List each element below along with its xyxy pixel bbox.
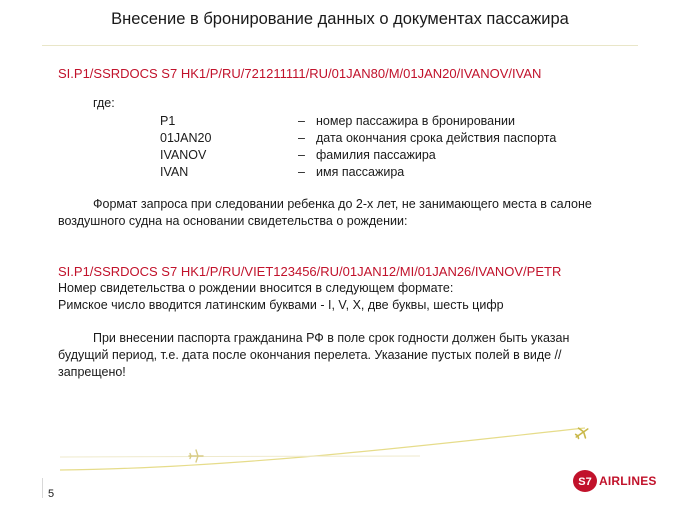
flight-path-upper bbox=[60, 428, 585, 470]
page-number-divider bbox=[42, 478, 43, 498]
dash: – bbox=[298, 165, 305, 179]
logo-text: AIRLINES bbox=[599, 474, 657, 488]
airplane-icon-bottom bbox=[189, 450, 203, 462]
logo-badge-text: S7 bbox=[578, 476, 592, 488]
dash: – bbox=[298, 148, 305, 162]
birth-cert-line-1: Номер свидетельства о рождении вносится в следующем формате: bbox=[58, 281, 454, 295]
child-format-line-1: Формат запроса при следовании ребенка до 2-х лет, не занимающего места в салоне bbox=[93, 197, 592, 211]
page-number: 5 bbox=[48, 488, 55, 500]
passport-note-line-3: запрещено! bbox=[58, 365, 126, 379]
s7-airlines-logo bbox=[571, 468, 657, 494]
dash: – bbox=[298, 131, 305, 145]
flight-path-lower bbox=[60, 456, 420, 457]
definition-term: P1 bbox=[160, 114, 176, 128]
child-format-line-2: воздушного судна на основании свидетельства о рождении: bbox=[58, 214, 408, 228]
command-example-birth-certificate: SI.P1/SSRDOCS S7 HK1/P/RU/VIET123456/RU/01JAN12/MI/01JAN26/IVANOV/PETR bbox=[58, 264, 562, 279]
definition-term: 01JAN20 bbox=[160, 131, 212, 145]
passport-note-line-2: будущий период, т.е. дата после окончания перелета. Указание пустых полей в виде // bbox=[58, 348, 562, 362]
definition-description: номер пассажира в бронировании bbox=[316, 114, 516, 128]
passport-note-line-1: При внесении паспорта гражданина РФ в поле срок годности должен быть указан bbox=[93, 331, 570, 345]
where-label: где: bbox=[93, 96, 115, 110]
definition-description: дата окончания срока действия паспорта bbox=[316, 131, 557, 145]
command-example-passport: SI.P1/SSRDOCS S7 HK1/P/RU/721211111/RU/01JAN80/M/01JAN20/IVANOV/IVAN bbox=[58, 66, 542, 81]
birth-cert-line-2: Римское число вводится латинским буквами - I, V, X, две буквы, шесть цифр bbox=[58, 298, 504, 312]
dash: – bbox=[298, 114, 305, 128]
definition-description: имя пассажира bbox=[316, 165, 405, 179]
slide-title: Внесение в бронирование данных о документах пассажира bbox=[111, 10, 569, 28]
definition-term: IVANOV bbox=[160, 148, 207, 162]
definition-term: IVAN bbox=[160, 165, 189, 179]
definition-description: фамилия пассажира bbox=[316, 148, 436, 162]
airplane-icon-top bbox=[573, 424, 591, 442]
